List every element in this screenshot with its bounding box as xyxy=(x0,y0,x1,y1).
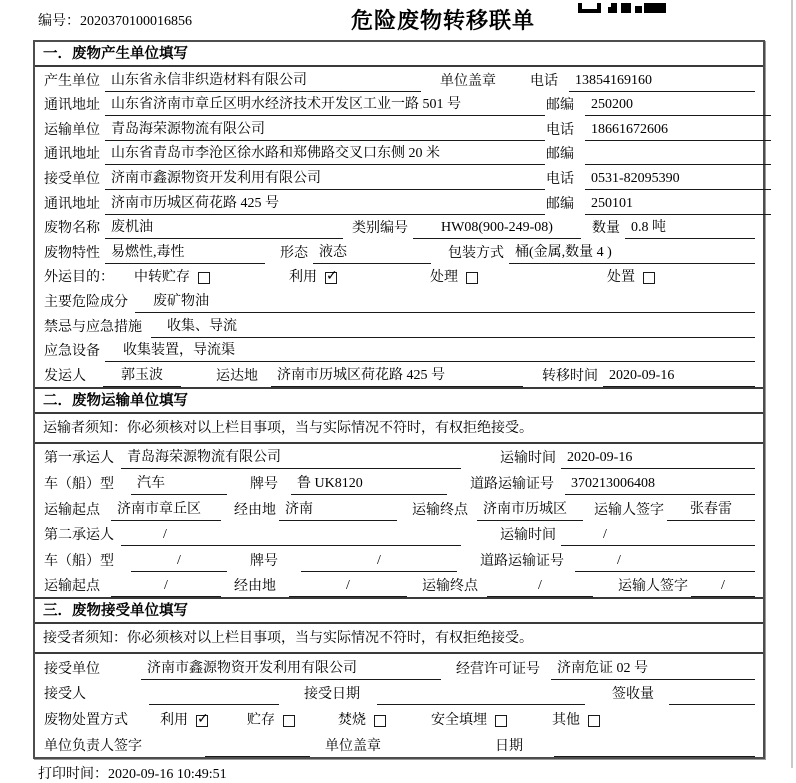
road-permit-2-label: 道路运输证号 xyxy=(480,553,564,569)
transport-purpose-label: 外运目的： xyxy=(44,270,114,286)
carrier-signature-2-value: / xyxy=(691,575,755,597)
terminal-2-value: / xyxy=(487,575,593,597)
transport-date-2-value: / xyxy=(561,524,755,546)
emergency-equipment-row xyxy=(35,338,763,363)
receiver-address-value: 济南市历城区荷花路 425 号 xyxy=(105,193,545,215)
head-signature-label: 单位负责人签字 xyxy=(44,738,142,754)
accept-unit-label: 接受单位 xyxy=(44,661,100,677)
main-hazard-value: 废矿物油 xyxy=(135,291,755,313)
acceptor-row xyxy=(35,680,763,706)
plate-number-1-value: 鲁 UK8120 xyxy=(291,473,447,495)
purpose-utilize-label: 利用 xyxy=(289,270,317,286)
second-carrier-value: / xyxy=(121,524,461,546)
vehicle-type-2-value: / xyxy=(131,550,227,572)
print-time-label: 打印时间： xyxy=(38,766,108,782)
receiver-address-label: 通讯地址 xyxy=(44,196,100,212)
origin-2-value: / xyxy=(111,575,221,597)
manifest-form xyxy=(33,40,765,759)
via-2-label: 经由地 xyxy=(234,579,276,595)
consignor-row xyxy=(35,362,763,387)
receiver-unit-label: 接受单位 xyxy=(44,171,100,187)
transporter-notice: 运输者须知：你必须核对以上栏目事项，当与实际情况不符时，有权拒绝接受。 xyxy=(35,414,763,444)
road-permit-2-value: / xyxy=(575,550,755,572)
receiver-seal-label: 单位盖章 xyxy=(325,738,381,754)
disposal-storage-checkbox xyxy=(283,715,295,727)
producer-unit-value: 山东省永信非织造材料有限公司 xyxy=(105,70,421,92)
route-1-row xyxy=(35,495,763,521)
first-carrier-row xyxy=(35,444,763,470)
waste-character-label: 废物特性 xyxy=(44,245,100,261)
utilize-checkbox xyxy=(325,272,337,284)
waste-name-row xyxy=(35,215,763,240)
acceptor-label: 接受人 xyxy=(44,687,86,703)
dispose-checkbox xyxy=(643,272,655,284)
packing-method-value: 桶(金属,数量 4 ) xyxy=(509,242,755,264)
transporter-phone-label: 电话 xyxy=(546,122,574,138)
disposal-other-label: 其他 xyxy=(552,713,580,729)
head-signature-value xyxy=(205,756,310,757)
emergency-measures-label: 禁忌与应急措施 xyxy=(44,319,142,335)
date-label: 日期 xyxy=(495,738,523,754)
section-receiver-title: 三．废物接受单位填写 xyxy=(35,599,763,624)
license-number-label: 经营许可证号 xyxy=(456,661,540,677)
received-quantity-label: 签收量 xyxy=(612,687,654,703)
section-receiver xyxy=(35,597,763,756)
transporter-address-row xyxy=(35,141,763,166)
vehicle-2-row xyxy=(35,546,763,572)
date-value xyxy=(554,756,755,757)
road-permit-1-label: 道路运输证号 xyxy=(470,476,554,492)
waste-quantity-label: 数量 xyxy=(592,221,620,237)
print-time-value: 2020-09-16 10:49:51 xyxy=(108,766,227,782)
transport-date-1-label: 运输时间 xyxy=(500,451,556,467)
acceptor-value xyxy=(149,704,279,705)
disposal-utilize-label: 利用 xyxy=(160,713,188,729)
emergency-equipment-label: 应急设备 xyxy=(44,344,100,360)
transporter-unit-value: 青岛海荣源物流有限公司 xyxy=(105,119,545,141)
terminal-1-label: 运输终点 xyxy=(412,502,468,518)
unit-seal-label: 单位盖章 xyxy=(440,73,496,89)
section-transporter-title: 二．废物运输单位填写 xyxy=(35,389,763,414)
vehicle-1-row xyxy=(35,469,763,495)
accept-unit-row xyxy=(35,654,763,680)
disposal-landfill-checkbox xyxy=(495,715,507,727)
destination-label: 运达地 xyxy=(216,368,258,384)
waste-category-value: HW08(900-249-08) xyxy=(413,217,581,239)
waste-name-label: 废物名称 xyxy=(44,221,100,237)
first-carrier-label: 第一承运人 xyxy=(44,451,114,467)
receiver-address-row xyxy=(35,190,763,215)
receiver-zip-label: 邮编 xyxy=(546,196,574,212)
page-edge-line xyxy=(791,0,793,768)
disposal-method-row xyxy=(35,705,763,731)
origin-1-value: 济南市章丘区 xyxy=(111,499,221,521)
producer-unit-label: 产生单位 xyxy=(44,73,100,89)
terminal-1-value: 济南市历城区 xyxy=(477,499,583,521)
receiver-phone-value: 0531-82095390 xyxy=(585,168,771,190)
disposal-method-label: 废物处置方式 xyxy=(44,713,128,729)
transporter-unit-label: 运输单位 xyxy=(44,122,100,138)
consignor-value: 郭玉波 xyxy=(103,365,181,387)
receiver-zip-value: 250101 xyxy=(585,193,771,215)
first-carrier-value: 青岛海荣源物流有限公司 xyxy=(121,447,461,469)
head-signature-row xyxy=(35,731,763,757)
receiver-unit-row xyxy=(35,165,763,190)
waste-character-row xyxy=(35,239,763,264)
packing-method-label: 包装方式 xyxy=(448,245,504,261)
transporter-zip-label: 邮编 xyxy=(546,147,574,163)
producer-phone-value: 13854169160 xyxy=(569,70,755,92)
origin-1-label: 运输起点 xyxy=(44,502,100,518)
disposal-other-checkbox xyxy=(588,715,600,727)
disposal-incinerate-checkbox xyxy=(374,715,386,727)
carrier-signature-1-label: 运输人签字 xyxy=(594,502,664,518)
transport-date-2-label: 运输时间 xyxy=(500,528,556,544)
plate-number-1-label: 牌号 xyxy=(250,476,278,492)
waste-quantity-value: 0.8 吨 xyxy=(625,217,755,239)
second-carrier-label: 第二承运人 xyxy=(44,528,114,544)
via-2-value: / xyxy=(289,575,407,597)
waste-character-value: 易燃性,毒性 xyxy=(105,242,265,264)
second-carrier-row xyxy=(35,521,763,547)
purpose-dispose-label: 处置 xyxy=(607,270,635,286)
plate-number-2-value: / xyxy=(301,550,457,572)
carrier-signature-2-label: 运输人签字 xyxy=(618,579,688,595)
waste-name-value: 废机油 xyxy=(105,217,343,239)
producer-zip-value: 250200 xyxy=(585,94,771,116)
terminal-2-label: 运输终点 xyxy=(422,579,478,595)
emergency-equipment-value: 收集装置，导流渠 xyxy=(105,340,755,362)
transporter-address-value: 山东省青岛市李沧区徐水路和郑佛路交叉口东侧 20 米 xyxy=(105,143,545,165)
print-time xyxy=(38,763,796,783)
received-quantity-value xyxy=(669,704,755,705)
receiver-notice: 接受者须知：你必须核对以上栏目事项，当与实际情况不符时，有权拒绝接受。 xyxy=(35,624,763,654)
receiver-phone-label: 电话 xyxy=(546,171,574,187)
doc-title: 危险废物转移联单 xyxy=(350,8,535,33)
vehicle-type-2-label: 车（船）型 xyxy=(44,553,114,569)
emergency-measures-row xyxy=(35,313,763,338)
plate-number-2-label: 牌号 xyxy=(250,553,278,569)
disposal-landfill-label: 安全填埋 xyxy=(431,713,487,729)
carrier-signature-1-value: 张春雷 xyxy=(667,499,755,521)
waste-form-label: 形态 xyxy=(280,245,308,261)
accept-date-label: 接受日期 xyxy=(304,687,360,703)
section-producer xyxy=(35,42,763,387)
transfer-date-value: 2020-09-16 xyxy=(603,365,755,387)
transfer-storage-checkbox xyxy=(198,272,210,284)
transporter-phone-value: 18661672606 xyxy=(585,119,771,141)
main-hazard-label: 主要危险成分 xyxy=(44,294,128,310)
license-number-value: 济南危证 02 号 xyxy=(551,658,755,680)
accept-unit-value: 济南市鑫源物资开发利用有限公司 xyxy=(141,658,441,680)
treat-checkbox xyxy=(466,272,478,284)
origin-2-label: 运输起点 xyxy=(44,579,100,595)
producer-address-label: 通讯地址 xyxy=(44,98,100,114)
producer-address-row xyxy=(35,92,763,117)
transfer-date-label: 转移时间 xyxy=(542,368,598,384)
producer-zip-label: 邮编 xyxy=(546,98,574,114)
route-2-row xyxy=(35,572,763,598)
destination-value: 济南市历城区荷花路 425 号 xyxy=(271,365,523,387)
document-header xyxy=(0,0,796,40)
section-producer-title: 一．废物产生单位填写 xyxy=(35,42,763,67)
vehicle-type-1-label: 车（船）型 xyxy=(44,476,114,492)
doc-number-value: 2020370100016856 xyxy=(80,14,192,29)
transporter-zip-value xyxy=(585,164,771,165)
transporter-unit-row xyxy=(35,116,763,141)
purpose-transfer-storage-label: 中转贮存 xyxy=(134,270,190,286)
disposal-incinerate-label: 焚烧 xyxy=(338,713,366,729)
producer-address-value: 山东省济南市章丘区明水经济技术开发区工业一路 501 号 xyxy=(105,94,545,116)
transport-purpose-row xyxy=(35,264,763,289)
receiver-unit-value: 济南市鑫源物资开发利用有限公司 xyxy=(105,168,545,190)
main-hazard-row xyxy=(35,288,763,313)
disposal-utilize-checkbox xyxy=(196,715,208,727)
road-permit-1-value: 370213006408 xyxy=(565,473,755,495)
purpose-treat-label: 处理 xyxy=(430,270,458,286)
disposal-storage-label: 贮存 xyxy=(247,713,275,729)
producer-unit-row xyxy=(35,67,763,92)
doc-number-label: 编号： xyxy=(38,14,80,29)
section-transporter xyxy=(35,387,763,598)
waste-form-value: 液态 xyxy=(313,242,431,264)
waste-category-label: 类别编号 xyxy=(352,221,408,237)
transporter-address-label: 通讯地址 xyxy=(44,147,100,163)
via-1-value: 济南 xyxy=(279,499,397,521)
producer-phone-label: 电话 xyxy=(530,73,558,89)
vehicle-type-1-value: 汽车 xyxy=(131,473,227,495)
transport-date-1-value: 2020-09-16 xyxy=(561,447,755,469)
accept-date-value xyxy=(377,704,585,705)
emergency-measures-value: 收集、导流 xyxy=(151,316,755,338)
consignor-label: 发运人 xyxy=(44,368,86,384)
via-1-label: 经由地 xyxy=(234,502,276,518)
